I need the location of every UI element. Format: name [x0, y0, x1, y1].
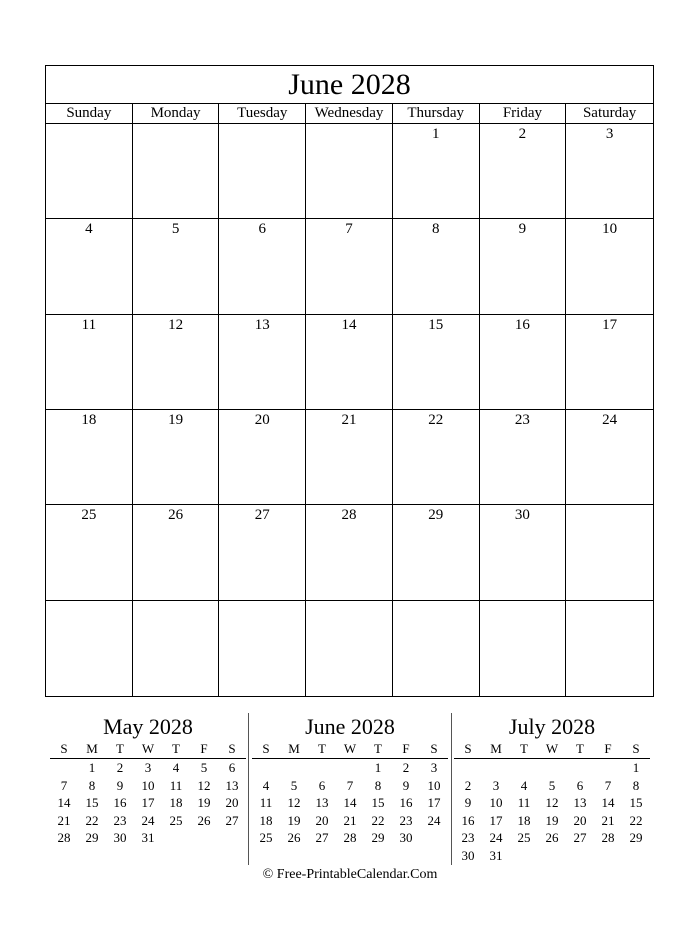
mini-calendar-may [50, 713, 246, 847]
day-cell [133, 124, 220, 219]
mini-separator [248, 713, 249, 865]
mini-day [566, 847, 594, 865]
mini-day: 24 [427, 812, 441, 828]
mini-day: 10 [141, 777, 155, 793]
mini-day: 14 [343, 795, 357, 810]
mini-day: 26 [287, 830, 301, 845]
day-cell: 29 [393, 505, 480, 600]
mini-day: 26 [197, 812, 211, 828]
mini-weekday-header: S [454, 741, 482, 759]
day-cell [480, 601, 567, 696]
mini-day: 20 [573, 812, 587, 828]
mini-day: 28 [57, 830, 71, 845]
mini-day: 11 [169, 777, 183, 793]
day-cell: 10 [566, 219, 653, 314]
day-cell: 8 [393, 219, 480, 314]
mini-weekday-header: W [134, 741, 162, 759]
mini-day: 9 [464, 795, 472, 810]
day-cell: 28 [306, 505, 393, 600]
weekday-header: Monday [133, 104, 220, 123]
mini-day: 7 [604, 777, 612, 793]
mini-day [510, 847, 538, 865]
mini-day: 16 [399, 795, 413, 810]
main-calendar [45, 65, 654, 697]
mini-day: 7 [60, 777, 68, 793]
day-cell: 12 [133, 315, 220, 410]
mini-day: 2 [464, 777, 472, 793]
day-cell: 16 [480, 315, 567, 410]
weekday-header: Saturday [582, 105, 637, 121]
mini-day: 1 [632, 760, 640, 775]
mini-separator [451, 713, 452, 865]
day-cell: 17 [566, 315, 653, 410]
mini-day: 30 [461, 847, 475, 863]
day-cell: 7 [306, 219, 393, 314]
mini-day: 21 [57, 812, 71, 828]
day-cell [219, 601, 306, 696]
mini-day: 24 [141, 812, 155, 828]
weekday-header: Tuesday [219, 104, 306, 123]
mini-day: 15 [371, 795, 385, 810]
mini-day: 27 [315, 830, 329, 845]
mini-weekday-header: M [78, 741, 106, 759]
mini-day: 12 [197, 777, 211, 793]
mini-weekday-header: T [106, 741, 134, 759]
mini-day: 14 [57, 795, 71, 810]
mini-day: 25 [169, 812, 183, 828]
mini-day: 10 [489, 795, 503, 810]
day-cell: 11 [46, 315, 133, 410]
day-cell: 9 [480, 219, 567, 314]
day-cell: 30 [480, 505, 567, 600]
mini-day: 15 [629, 795, 643, 810]
calendar-grid [46, 124, 653, 696]
mini-day [420, 829, 448, 847]
mini-calendar-grid [454, 741, 650, 864]
mini-day [594, 847, 622, 865]
mini-day: 23 [113, 812, 127, 828]
weekday-header: Wednesday [306, 104, 393, 123]
mini-day [454, 759, 482, 777]
day-cell [566, 601, 653, 696]
mini-day: 28 [601, 830, 615, 845]
mini-weekday-header: M [482, 741, 510, 759]
mini-weekday-header: F [392, 741, 420, 759]
mini-weekday-header: T [510, 741, 538, 759]
mini-day [162, 829, 190, 847]
mini-day: 17 [427, 795, 441, 810]
mini-day: 30 [399, 830, 413, 845]
mini-day: 3 [144, 760, 152, 775]
mini-day: 31 [141, 830, 155, 845]
day-cell [306, 124, 393, 219]
footer-credit: © Free-PrintableCalendar.Com [262, 867, 438, 882]
mini-day: 17 [141, 795, 155, 810]
mini-day: 20 [315, 812, 329, 828]
mini-day: 16 [461, 812, 475, 828]
mini-day: 10 [427, 777, 441, 793]
mini-day: 21 [601, 812, 615, 828]
mini-day: 29 [85, 830, 99, 845]
mini-day: 1 [374, 760, 382, 775]
mini-weekday-header: S [622, 741, 650, 759]
day-cell: 20 [219, 410, 306, 505]
mini-day: 26 [545, 830, 559, 845]
mini-day: 4 [172, 760, 180, 775]
mini-day: 13 [225, 777, 239, 793]
mini-day: 22 [629, 812, 643, 828]
mini-day: 3 [492, 777, 500, 793]
day-cell [46, 601, 133, 696]
mini-weekday-header: S [252, 741, 280, 759]
mini-day: 31 [489, 847, 503, 863]
mini-day: 6 [228, 760, 236, 775]
mini-day [482, 759, 510, 777]
mini-day: 6 [576, 777, 584, 793]
mini-day: 27 [225, 812, 239, 828]
mini-day: 3 [430, 760, 438, 775]
mini-day [538, 759, 566, 777]
mini-day: 4 [520, 777, 528, 793]
mini-day: 9 [402, 777, 410, 793]
mini-day: 8 [88, 777, 96, 793]
mini-day: 25 [517, 830, 531, 845]
mini-day: 15 [85, 795, 99, 810]
mini-day: 17 [489, 812, 503, 828]
day-cell: 5 [133, 219, 220, 314]
day-cell: 18 [46, 410, 133, 505]
mini-day [50, 759, 78, 777]
weekday-header: Friday [480, 104, 567, 123]
day-cell: 19 [133, 410, 220, 505]
day-cell: 13 [219, 315, 306, 410]
mini-day: 12 [545, 795, 559, 810]
mini-calendar-grid [252, 741, 448, 847]
mini-day [538, 847, 566, 865]
weekday-header: Sunday [46, 104, 133, 123]
mini-day: 19 [197, 795, 211, 810]
day-cell: 26 [133, 505, 220, 600]
mini-day: 16 [113, 795, 127, 810]
day-cell: 15 [393, 315, 480, 410]
mini-day: 7 [346, 777, 354, 793]
mini-calendar-june [252, 713, 448, 847]
mini-calendar-grid [50, 741, 246, 847]
mini-day: 21 [343, 812, 357, 828]
mini-day [308, 759, 336, 777]
mini-day [280, 759, 308, 777]
weekday-header: Thursday [393, 104, 480, 123]
mini-weekday-header: T [566, 741, 594, 759]
mini-weekday-header: M [280, 741, 308, 759]
mini-day: 12 [287, 795, 301, 810]
day-cell: 1 [393, 124, 480, 219]
mini-day: 11 [517, 795, 531, 810]
calendar-title: June 2028 [46, 66, 653, 104]
mini-weekday-header: T [162, 741, 190, 759]
day-cell [219, 124, 306, 219]
mini-day: 2 [402, 760, 410, 775]
mini-day: 27 [573, 830, 587, 845]
mini-weekday-header: S [218, 741, 246, 759]
mini-day: 24 [489, 830, 503, 845]
day-cell: 3 [566, 124, 653, 219]
day-cell [46, 124, 133, 219]
mini-day: 9 [116, 777, 124, 793]
mini-day: 5 [548, 777, 556, 793]
mini-day: 22 [85, 812, 99, 828]
day-cell [133, 601, 220, 696]
day-cell: 27 [219, 505, 306, 600]
mini-day [594, 759, 622, 777]
mini-day [622, 847, 650, 865]
mini-weekday-header: W [336, 741, 364, 759]
day-cell [393, 601, 480, 696]
mini-day: 2 [116, 760, 124, 775]
mini-calendar-july [454, 713, 650, 864]
mini-day: 8 [374, 777, 382, 793]
mini-day: 5 [200, 760, 208, 775]
mini-day: 30 [113, 830, 127, 845]
mini-day: 29 [629, 830, 643, 845]
mini-weekday-header: S [420, 741, 448, 759]
day-cell: 6 [219, 219, 306, 314]
mini-day: 18 [517, 812, 531, 828]
mini-day [566, 759, 594, 777]
mini-calendar-title: May 2028 [103, 714, 193, 739]
mini-day: 14 [601, 795, 615, 810]
mini-day: 5 [290, 777, 298, 793]
mini-day [252, 759, 280, 777]
mini-weekday-header: T [308, 741, 336, 759]
mini-weekday-header: F [190, 741, 218, 759]
mini-day: 18 [259, 812, 273, 828]
mini-day: 23 [399, 812, 413, 828]
mini-day: 25 [259, 830, 273, 845]
mini-day: 13 [573, 795, 587, 810]
mini-day: 23 [461, 830, 475, 845]
mini-day: 22 [371, 812, 385, 828]
mini-day: 19 [287, 812, 301, 828]
day-cell: 22 [393, 410, 480, 505]
day-cell: 4 [46, 219, 133, 314]
day-cell: 24 [566, 410, 653, 505]
mini-day [190, 829, 218, 847]
mini-day [218, 829, 246, 847]
day-cell [306, 601, 393, 696]
mini-day: 18 [169, 795, 183, 810]
mini-day: 13 [315, 795, 329, 810]
day-cell [566, 505, 653, 600]
mini-day: 29 [371, 830, 385, 845]
mini-day: 28 [343, 830, 357, 845]
day-cell: 2 [480, 124, 567, 219]
mini-weekday-header: W [538, 741, 566, 759]
mini-weekday-header: F [594, 741, 622, 759]
day-cell: 23 [480, 410, 567, 505]
mini-day: 11 [259, 795, 273, 810]
mini-weekday-header: T [364, 741, 392, 759]
mini-calendar-title: June 2028 [305, 714, 395, 739]
mini-weekday-header: S [50, 741, 78, 759]
weekday-header-row [46, 104, 653, 124]
day-cell: 25 [46, 505, 133, 600]
mini-day: 19 [545, 812, 559, 828]
mini-calendar-title: July 2028 [508, 714, 596, 739]
mini-day: 20 [225, 795, 239, 810]
mini-day: 6 [318, 777, 326, 793]
mini-day [336, 759, 364, 777]
day-cell: 21 [306, 410, 393, 505]
mini-day [510, 759, 538, 777]
mini-day: 1 [88, 760, 96, 775]
mini-day: 4 [262, 777, 270, 793]
day-cell: 14 [306, 315, 393, 410]
mini-day: 8 [632, 777, 640, 793]
